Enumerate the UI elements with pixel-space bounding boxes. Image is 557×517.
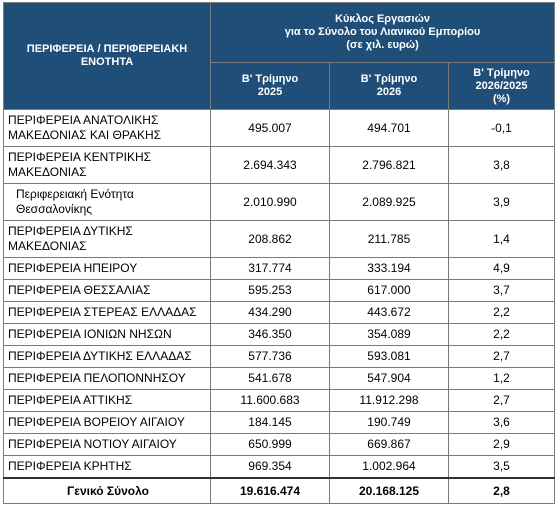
- q2-2025-value: 208.862: [211, 221, 330, 258]
- change-value: -0,1: [449, 110, 555, 147]
- change-header-line1: Β' Τρίμηνο: [473, 66, 530, 79]
- q2-2025-value: 2.694.343: [211, 147, 330, 184]
- region-name: Περιφερειακή Ενότητα Θεσσαλονίκης: [4, 184, 211, 221]
- change-value: 2,2: [449, 302, 555, 324]
- group-title-line3: (σε χιλ. ευρώ): [346, 39, 419, 51]
- change-value: 4,9: [449, 258, 555, 280]
- q2-2025-value: 495.007: [211, 110, 330, 147]
- change-value: 1,2: [449, 368, 555, 390]
- region-name: ΠΕΡΙΦΕΡΕΙΑ ΣΤΕΡΕΑΣ ΕΛΛΑΔΑΣ: [4, 302, 211, 324]
- q2-2026-column-header: [330, 63, 449, 110]
- turnover-group-header: [211, 3, 555, 63]
- table-row: [4, 412, 555, 434]
- change-value: 1,4: [449, 221, 555, 258]
- q2-2026-header-line2: 2026: [376, 86, 402, 98]
- q2-2026-value: 354.089: [330, 324, 449, 346]
- q2-2025-value: 317.774: [211, 258, 330, 280]
- table-row: [4, 456, 555, 479]
- q2-2026-value: 1.002.964: [330, 456, 449, 479]
- region-name: ΠΕΡΙΦΕΡΕΙΑ ΗΠΕΙΡΟΥ: [4, 258, 211, 280]
- q2-2026-value: 333.194: [330, 258, 449, 280]
- table-row: [4, 110, 555, 147]
- region-column-header-text: ΠΕΡΙΦΕΡΕΙΑ / ΠΕΡΙΦΕΡΕΙΑΚΗ ΕΝΟΤΗΤΑ: [26, 43, 188, 68]
- change-value: 2,9: [449, 434, 555, 456]
- table-row: [4, 302, 555, 324]
- q2-2025-value: 541.678: [211, 368, 330, 390]
- region-name: ΠΕΡΙΦΕΡΕΙΑ ΔΥΤΙΚΗΣ ΜΑΚΕΔΟΝΙΑΣ: [4, 221, 211, 258]
- change-value: 2,7: [449, 390, 555, 412]
- q2-2025-header-line1: Β' Τρίμηνο: [241, 73, 299, 85]
- region-name: ΠΕΡΙΦΕΡΕΙΑ ΚΕΝΤΡΙΚΗΣ ΜΑΚΕΔΟΝΙΑΣ: [4, 147, 211, 184]
- q2-2025-value: 650.999: [211, 434, 330, 456]
- table-row: [4, 280, 555, 302]
- change-value: 3,5: [449, 456, 555, 479]
- q2-2025-value: 969.354: [211, 456, 330, 479]
- retail-turnover-table: [3, 2, 555, 504]
- q2-2026-value: 190.749: [330, 412, 449, 434]
- q2-2025-value: 577.736: [211, 346, 330, 368]
- q2-2026-header-line1: Β' Τρίμηνο: [360, 73, 418, 85]
- region-name: ΠΕΡΙΦΕΡΕΙΑ ΔΥΤΙΚΗΣ ΕΛΛΑΔΑΣ: [4, 346, 211, 368]
- table-row: [4, 221, 555, 258]
- change-value: 3,9: [449, 184, 555, 221]
- q2-2026-value: 494.701: [330, 110, 449, 147]
- total-q2-2025-value: 19.616.474: [211, 478, 330, 504]
- total-row: [4, 478, 555, 504]
- q2-2025-header-line2: 2025: [257, 86, 283, 98]
- group-title-line2: για το Σύνολο του Λιανικού Εμπορίου: [284, 26, 481, 38]
- table-row: [4, 324, 555, 346]
- region-name: ΠΕΡΙΦΕΡΕΙΑ ΙΟΝΙΩΝ ΝΗΣΩΝ: [4, 324, 211, 346]
- q2-2026-value: 2.796.821: [330, 147, 449, 184]
- region-column-header: [4, 3, 211, 110]
- q2-2026-value: 2.089.925: [330, 184, 449, 221]
- table-body: [4, 110, 555, 504]
- table-row: [4, 184, 555, 221]
- q2-2026-value: 211.785: [330, 221, 449, 258]
- q2-2026-value: 547.904: [330, 368, 449, 390]
- region-name: ΠΕΡΙΦΕΡΕΙΑ ΑΤΤΙΚΗΣ: [4, 390, 211, 412]
- change-value: 2,2: [449, 324, 555, 346]
- q2-2025-value: 595.253: [211, 280, 330, 302]
- total-q2-2026-value: 20.168.125: [330, 478, 449, 504]
- region-name: ΠΕΡΙΦΕΡΕΙΑ ΘΕΣΣΑΛΙΑΣ: [4, 280, 211, 302]
- table-header: [4, 3, 555, 110]
- q2-2025-value: 346.350: [211, 324, 330, 346]
- change-value: 3,7: [449, 280, 555, 302]
- q2-2026-value: 593.081: [330, 346, 449, 368]
- change-value: 3,6: [449, 412, 555, 434]
- q2-2026-value: 617.000: [330, 280, 449, 302]
- region-name: ΠΕΡΙΦΕΡΕΙΑ ΝΟΤΙΟΥ ΑΙΓΑΙΟΥ: [4, 434, 211, 456]
- q2-2025-value: 184.145: [211, 412, 330, 434]
- total-change-value: 2,8: [449, 478, 555, 504]
- group-title-line1: Κύκλος Εργασιών: [335, 13, 430, 25]
- change-column-header: [449, 63, 555, 110]
- q2-2026-value: 11.912.298: [330, 390, 449, 412]
- q2-2025-value: 434.290: [211, 302, 330, 324]
- change-value: 2,7: [449, 346, 555, 368]
- region-name: ΠΕΡΙΦΕΡΕΙΑ ΑΝΑΤΟΛΙΚΗΣ ΜΑΚΕΔΟΝΙΑΣ ΚΑΙ ΘΡΑΚΗΣ: [4, 110, 211, 147]
- table-row: [4, 368, 555, 390]
- region-name: ΠΕΡΙΦΕΡΕΙΑ ΒΟΡΕΙΟΥ ΑΙΓΑΙΟΥ: [4, 412, 211, 434]
- table-row: [4, 346, 555, 368]
- region-name: ΠΕΡΙΦΕΡΕΙΑ ΠΕΛΟΠΟΝΝΗΣΟΥ: [4, 368, 211, 390]
- q2-2026-value: 443.672: [330, 302, 449, 324]
- table-row: [4, 147, 555, 184]
- q2-2025-value: 2.010.990: [211, 184, 330, 221]
- q2-2025-value: 11.600.683: [211, 390, 330, 412]
- table-row: [4, 390, 555, 412]
- change-value: 3,8: [449, 147, 555, 184]
- q2-2026-value: 669.867: [330, 434, 449, 456]
- q2-2025-column-header: [211, 63, 330, 110]
- change-header-line3: (%): [492, 92, 511, 105]
- total-label: Γενικό Σύνολο: [4, 478, 211, 504]
- region-name: ΠΕΡΙΦΕΡΕΙΑ ΚΡΗΤΗΣ: [4, 456, 211, 479]
- table-row: [4, 434, 555, 456]
- change-header-line2: 2026/2025: [475, 79, 528, 92]
- table-row: [4, 258, 555, 280]
